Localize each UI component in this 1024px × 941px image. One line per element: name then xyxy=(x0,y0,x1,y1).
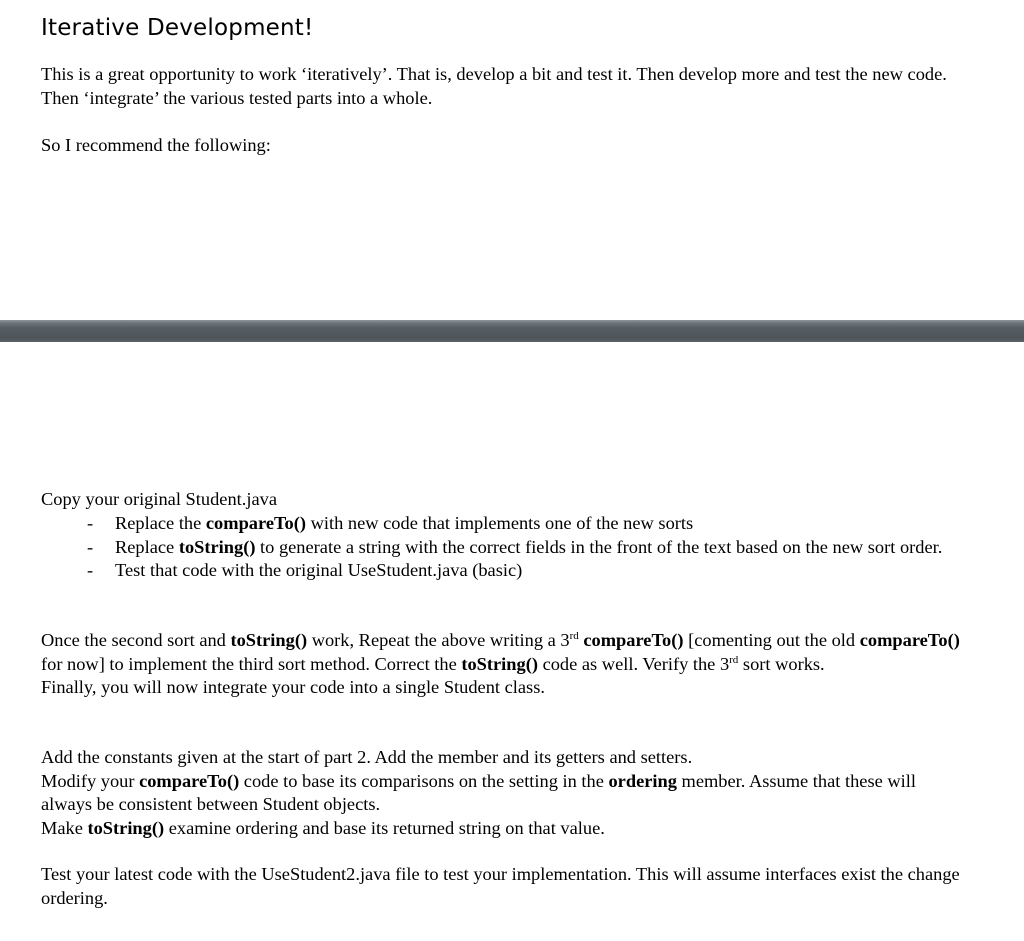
integrate-paragraph: Add the constants given at the start of part 2. Add the member and its getters and setters. Modify your compareTo() code to base its comparisons on the setting in the ordering member. Assume that these will always be consistent between Student objects. Make toString() examine ordering and base its returned string on that value. xyxy=(41,747,916,838)
page-title: Iterative Development! xyxy=(41,15,314,41)
code-term: ordering xyxy=(608,770,677,791)
page-break-divider xyxy=(0,320,1024,342)
code-term: toString() xyxy=(230,630,308,650)
dash-bullet-icon: - xyxy=(87,560,94,580)
code-term: toString() xyxy=(87,817,165,838)
step-bullet-list xyxy=(41,512,971,583)
list-item: - Replace toString() to generate a string with the correct fields in the front of the text based on the new sort order. xyxy=(41,536,971,560)
dash-bullet-icon: - xyxy=(87,513,94,533)
copy-step-lead: Copy your original Student.java xyxy=(41,489,277,509)
ordinal-suffix: rd xyxy=(729,653,739,666)
intro-paragraph: This is a great opportunity to work ‘iteratively’. That is, develop a bit and test it. Then develop more and test the new code. Then ‘integrate’ the various tested parts into a whole. xyxy=(41,64,947,108)
dash-bullet-icon: - xyxy=(87,536,94,557)
test-paragraph: Test your latest code with the UseStudent2.java file to test your implementation. This will assume interfaces exist the change ordering. xyxy=(41,864,960,908)
code-term: compareTo() xyxy=(859,630,960,650)
code-term: compareTo() xyxy=(139,770,240,791)
ordinal-suffix: rd xyxy=(569,630,579,642)
second-sort-paragraph: Once the second sort and toString() work, Repeat the above writing a 3rd compareTo() [comenting out the old compareTo() for now] to implement the third sort method. Correct the toString() code as well. Verify the 3rd sort works. Finally, you will now integrate your code into a single Student class. xyxy=(41,630,960,697)
finally-sentence: Finally, you will now integrate your code into a single Student class. xyxy=(41,677,545,697)
code-term: compareTo() xyxy=(583,630,684,650)
recommend-paragraph: So I recommend the following: xyxy=(41,135,271,155)
code-term: toString() xyxy=(178,536,256,557)
code-term: toString() xyxy=(461,653,538,674)
code-term: compareTo() xyxy=(205,513,307,533)
list-item: - Replace the compareTo() with new code that implements one of the new sorts xyxy=(41,512,971,536)
list-item: - Test that code with the original UseStudent.java (basic) xyxy=(41,559,971,583)
